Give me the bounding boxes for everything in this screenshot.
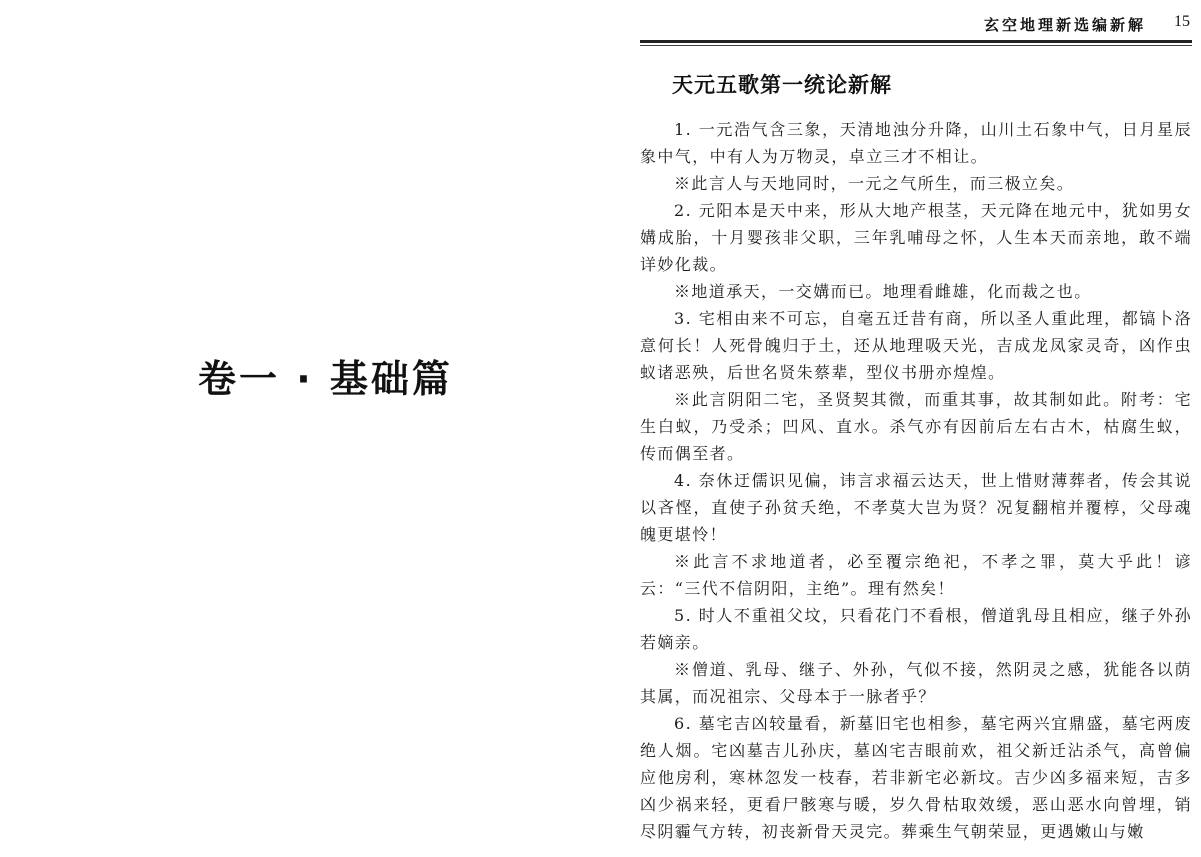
verse-paragraph: 1. 一元浩气含三象，天清地浊分升降，山川土石象中气，日月星辰象中气，中有人为万物灵，卓立三才不相让。 [640, 120, 1192, 166]
commentary-paragraph: ※此言不求地道者，必至覆宗绝祀，不孝之罪，莫大乎此！谚云：“三代不信阴阳，主绝”。理有然矣！ [640, 552, 1192, 598]
right-page [620, 0, 1201, 857]
section-title: 卷一 · 基础篇 [198, 357, 453, 401]
verse-paragraph: 4. 奈休迂儒识见偏，讳言求福云达天，世上惜财薄葬者，传会其说以吝悭，直使子孙贫夭绝，不孝莫大岂为贤？况复翻棺并覆椁，父母魂魄更堪怜！ [640, 471, 1192, 544]
body-text [640, 116, 1192, 845]
verse-paragraph: 3. 宅相由来不可忘，自毫五迁昔有商，所以圣人重此理，都镐卜洛意何长！人死骨魄归于土，还从地理吸天光，吉成龙凤家灵奇，凶作虫蚁诸恶殃，后世名贤朱蔡辈，型仪书册亦煌煌。 [640, 309, 1192, 382]
commentary-paragraph: ※此言阴阳二宅，圣贤契其微，而重其事，故其制如此。附考：宅生白蚁，乃受杀；凹风、直水。杀气亦有因前后左右古木，枯腐生蚁，传而偶至者。 [640, 390, 1192, 463]
page-number: 15 [1174, 13, 1190, 30]
verse-paragraph: 6. 墓宅吉凶较量看，新墓旧宅也相参，墓宅两兴宜鼎盛，墓宅两废绝人烟。宅凶墓吉儿孙庆，墓凶宅吉眼前欢，祖父新迁沾杀气，高曾偏应他房利，寒林忽发一枝春，若非新宅必新坟。吉少凶多福来短，吉多凶少祸来轻，更看尸骸寒与暖，岁久骨枯取效缓，恶山恶水向曾埋，销尽阴霾气方转，初丧新骨天灵完。葬乘生气朝荣显，更遇嫩山与嫩 [640, 714, 1192, 841]
verse-paragraph: 5. 时人不重祖父坟，只看花门不看根，僧道乳母且相应，继子外孙若嫡亲。 [640, 606, 1192, 652]
running-header [640, 12, 1192, 36]
commentary-paragraph: ※僧道、乳母、继子、外孙，气似不接，然阴灵之感，犹能各以荫其属，而况祖宗、父母本于一脉者乎？ [640, 660, 1192, 706]
header-rule-thin [640, 45, 1192, 46]
header-rule-thick [640, 40, 1192, 43]
chapter-title: 天元五歌第一统论新解 [672, 73, 892, 97]
running-header-book-title: 玄空地理新选编新解 [983, 16, 1146, 34]
commentary-paragraph: ※地道承天，一交媾而已。地理看雌雄，化而裁之也。 [674, 282, 1092, 301]
verse-paragraph: 2. 元阳本是天中来，形从大地产根茎，天元降在地元中，犹如男女媾成胎，十月婴孩非父职，三年乳哺母之怀，人生本天而亲地，敢不端详妙化裁。 [640, 201, 1192, 274]
commentary-paragraph: ※此言人与天地同时，一元之气所生，而三极立矣。 [674, 174, 1075, 193]
